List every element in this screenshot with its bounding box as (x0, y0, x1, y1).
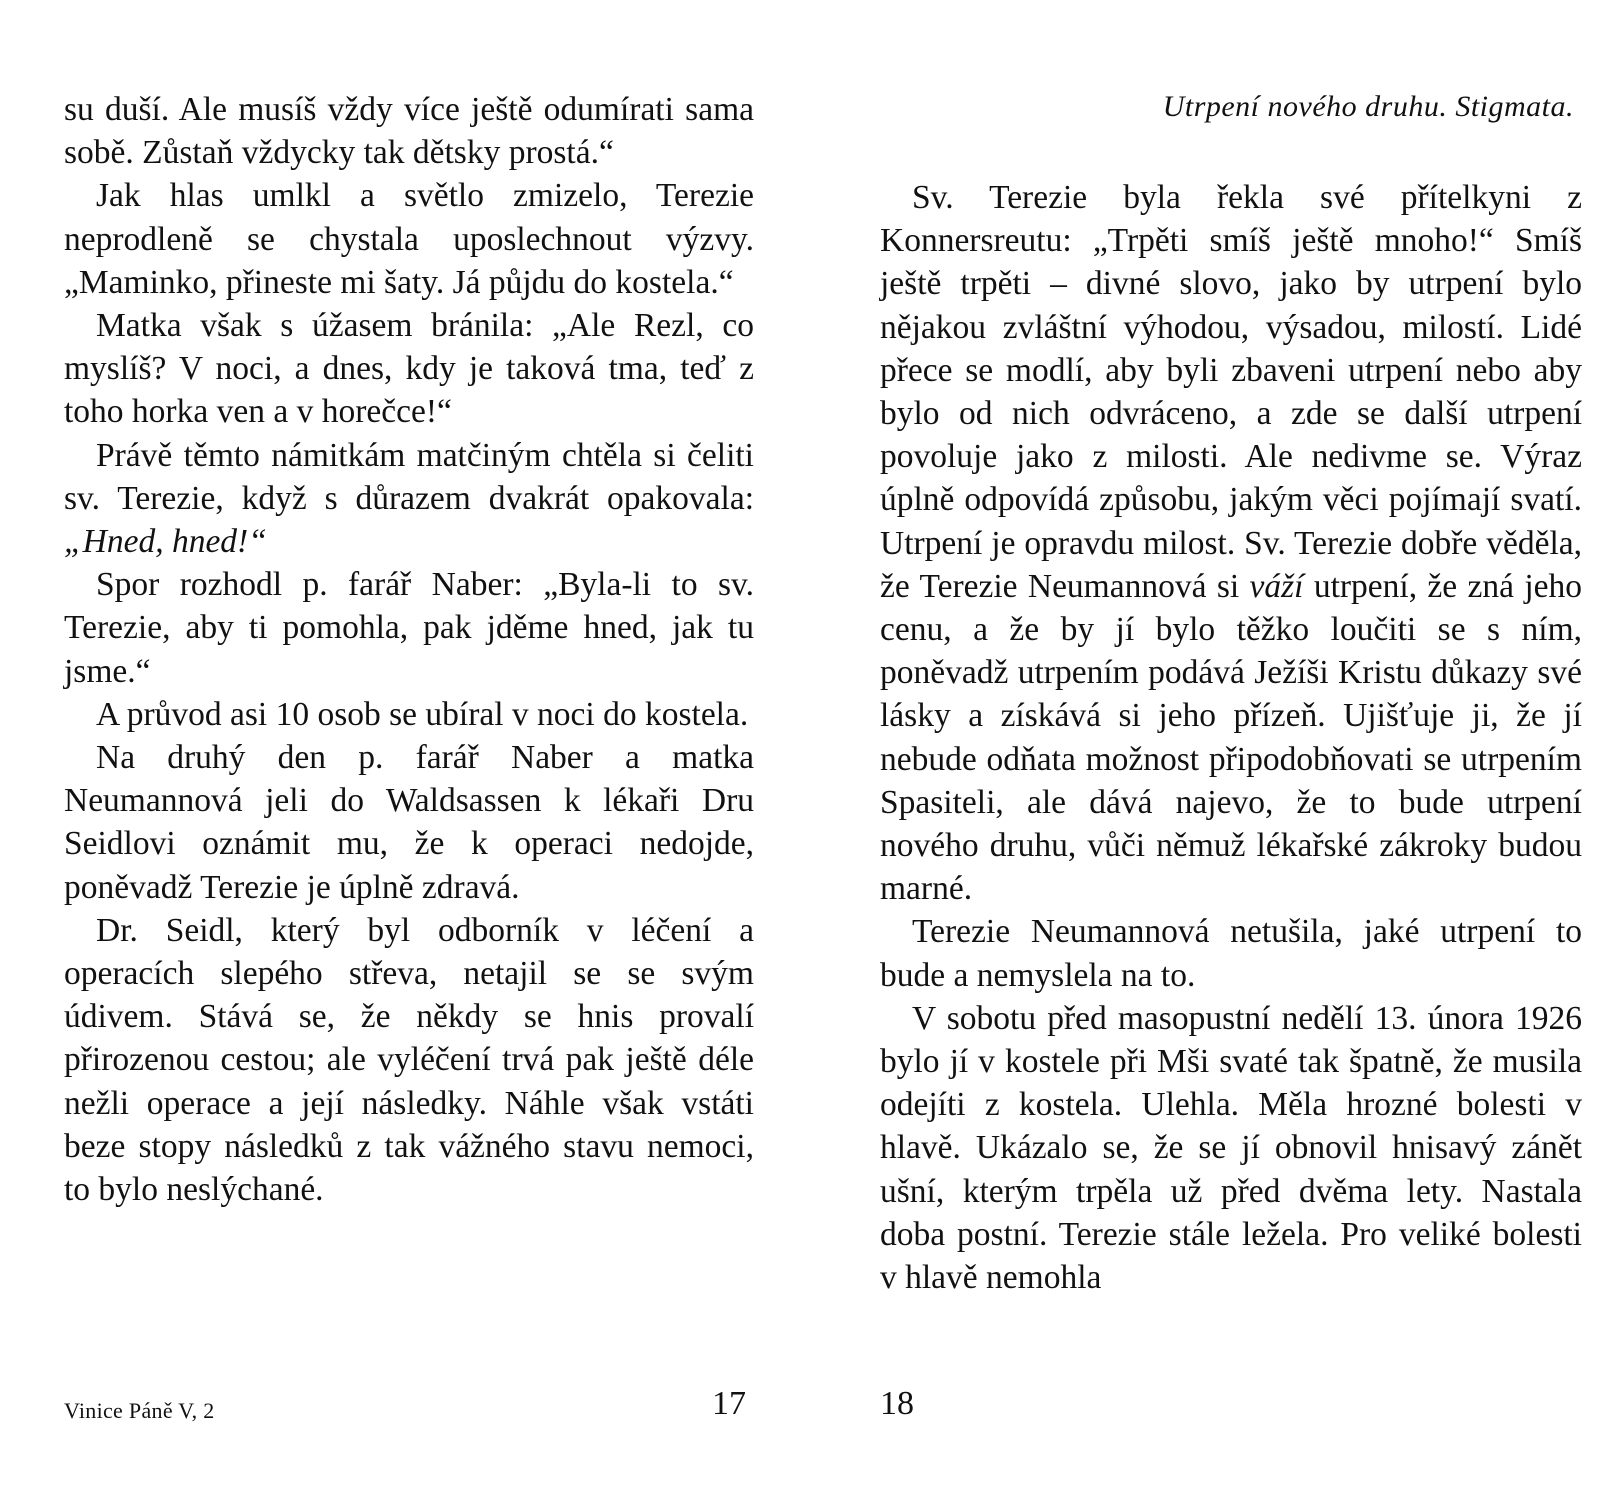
left-page (64, 0, 754, 1500)
right-page (880, 0, 1582, 1500)
right-page-text (880, 176, 1582, 1299)
paragraph-7: Na druhý den p. farář Naber a matka Neumannová jeli do Waldsassen k lékaři Dru Seidlovi oznámit mu, že k operaci nedojde, poněvadž Terezie je úplně zdravá. (64, 739, 754, 906)
paragraph-2: Terezie Neumannová netušila, jaké utrpení to bude a nemyslela na to. (880, 913, 1582, 994)
paragraph-1-after: utrpení, že zná jeho cenu, a že by jí bylo těžko loučiti se s ním, poněvadž utrpením podává Ježíši Kristu důkazy své lásky a získává si jeho přízeň. Ujišťuje ji, že jí nebude odňata možnost připodobňovati se utrpením Spasiteli, ale dává najevo, že to bude utrpení nového druhu, vůči němuž lékařské zákroky budou marné. (880, 567, 1583, 908)
paragraph-4-text: Právě těmto námitkám matčiným chtěla si čeliti sv. Terezie, když s důrazem dvakrát opakovala: (64, 436, 754, 517)
paragraph-5: Spor rozhodl p. farář Naber: „Byla-li to sv. Terezie, aby ti pomohla, pak jděme hned, jak tu jsme.“ (64, 566, 754, 690)
signature-mark: Vinice Páně V, 2 (64, 1398, 215, 1423)
italic-quote: „Hned, hned!“ (64, 523, 267, 561)
left-page-text (64, 88, 754, 1211)
paragraph-6: A průvod asi 10 osob se ubíral v noci do kostela. (96, 695, 749, 733)
emphasis-word: váží (1249, 567, 1304, 605)
page-number: 17 (712, 1385, 746, 1422)
paragraph-2: Jak hlas umlkl a světlo zmizelo, Terezie neprodleně se chystala uposlechnout výzvy. „Maminko, přineste mi šaty. Já půjdu do kostela.“ (64, 177, 754, 301)
paragraph-8: Dr. Seidl, který byl odborník v léčení a operacích slepého střeva, netajil se se svým údivem. Stává se, že někdy se hnis provalí přirozenou cestou; ale vyléčení trvá pak ještě déle nežli operace a její následky. Náhle však vstáti beze stopy následků z tak vážného stavu nemoci, to bylo neslýchané. (64, 911, 754, 1209)
paragraph-1-before: Sv. Terezie byla řekla své přítelkyni z Konnersreutu: „Trpěti smíš ještě mnoho!“ Smíš ještě trpěti – divné slovo, jako by utrpení bylo nějakou zvláštní výhodou, výsadou, milostí. Lidé přece se modlí, aby byli zbaveni utrpení nebo aby bylo od nich odvráceno, a zde se další utrpení povoluje jako z milosti. Ale nedivme se. Výraz úplně odpovídá způsobu, jakým věci pojímají svatí. Utrpení je opravdu milost. Sv. Terezie dobře věděla, že Terezie Neumannová si (880, 179, 1582, 605)
paragraph-4 (64, 434, 754, 564)
running-head: Utrpení nového druhu. Stigmata. (1162, 90, 1574, 123)
paragraph-3: Matka však s úžasem bránila: „Ale Rezl, co myslíš? V noci, a dnes, kdy je taková tma, teď z toho horka ven a v horečce!“ (64, 307, 754, 431)
paragraph-1 (880, 176, 1582, 910)
paragraph-1: su duší. Ale musíš vždy více ještě odumírati sama sobě. Zůstaň vždycky tak dětsky prostá.“ (64, 91, 754, 172)
page-number: 18 (880, 1385, 914, 1422)
paragraph-3: V sobotu před masopustní nedělí 13. února 1926 bylo jí v kostele při Mši svaté tak špatně, že musila odejíti z kostela. Ulehla. Měla hrozné bolesti v hlavě. Ukázalo se, že se jí obnovil hnisavý zánět ušní, kterým trpěla už před dvěma lety. Nastala doba postní. Terezie stále ležela. Pro veliké bolesti v hlavě nemohla (880, 999, 1582, 1297)
